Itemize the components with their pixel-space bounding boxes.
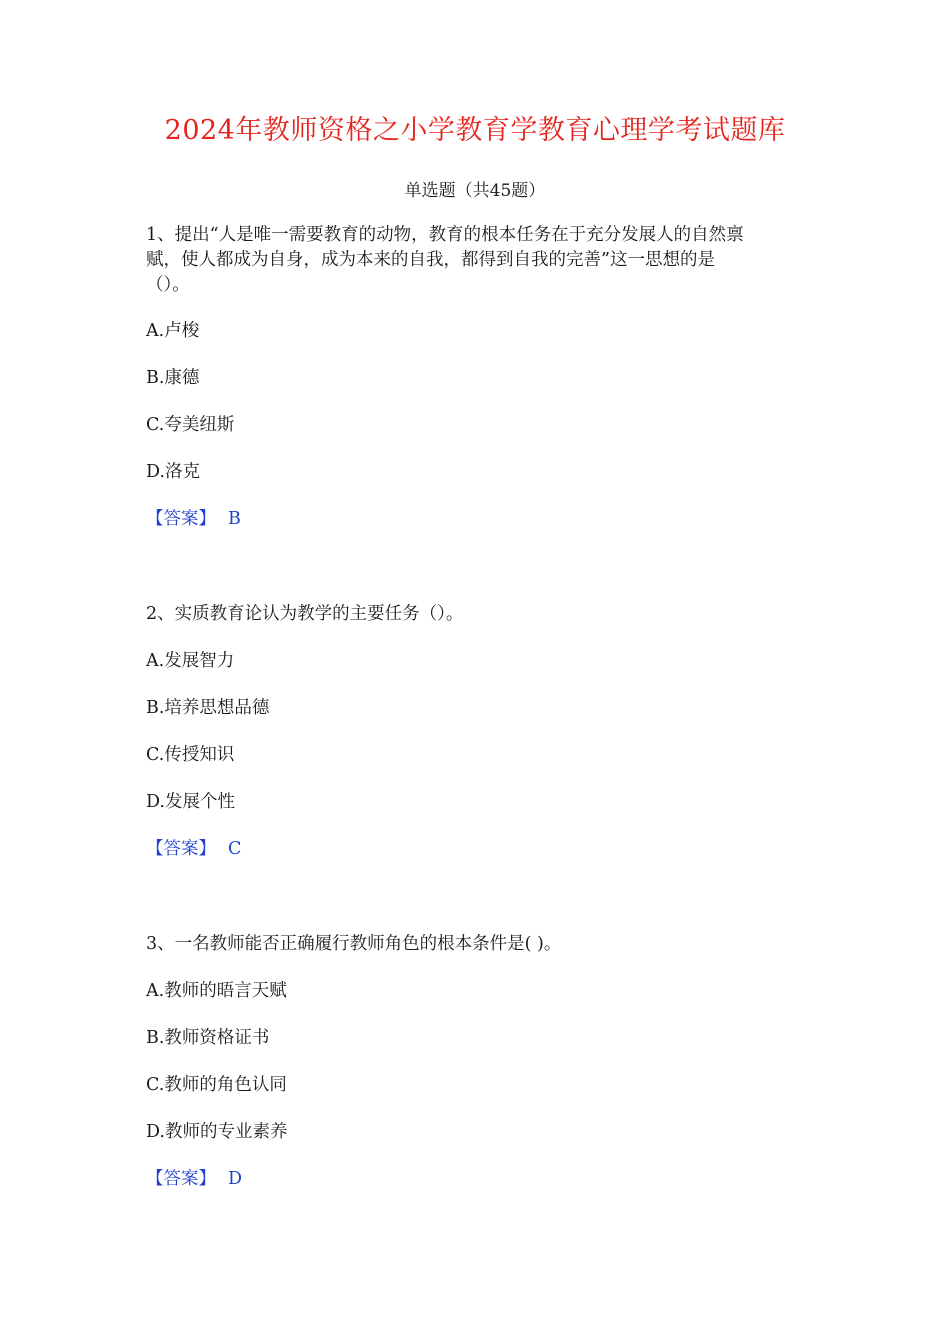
answer-value: C (228, 839, 242, 859)
answer-value: D (228, 1169, 243, 1189)
question-3-option-c: C.教师的角色认同 (146, 1075, 287, 1095)
document-title: 2024年教师资格之小学教育学教育心理学考试题库 (164, 115, 786, 146)
question-1-option-b: B.康德 (146, 368, 200, 388)
answer-label: 【答案】 (146, 839, 216, 859)
question-1-stem-line-1: 1、提出“人是唯一需要教育的动物，教育的根本任务在于充分发展人的自然禀 (146, 225, 744, 245)
question-3-option-d: D.教师的专业素养 (146, 1122, 288, 1142)
question-1-answer (146, 505, 241, 533)
question-2-stem-line-1: 2、实质教育论认为教学的主要任务（）。 (146, 604, 464, 624)
answer-value: B (228, 509, 241, 529)
question-3-option-a: A.教师的晤言天赋 (146, 981, 287, 1001)
question-1-stem-line-2: 赋，使人都成为自身，成为本来的自我，都得到自我的完善”这一思想的是 (146, 250, 715, 270)
section-heading: 单选题（共45题） (404, 181, 546, 201)
question-2-option-a: A.发展智力 (146, 651, 235, 671)
question-3-option-b: B.教师资格证书 (146, 1028, 270, 1048)
question-2-option-c: C.传授知识 (146, 745, 235, 765)
question-3-answer (146, 1165, 242, 1193)
question-2-answer (146, 835, 241, 863)
question-3-stem-line-1: 3、一名教师能否正确履行教师角色的根本条件是( )。 (146, 934, 562, 954)
answer-label: 【答案】 (146, 1169, 216, 1189)
question-1-option-a: A.卢梭 (146, 321, 200, 341)
question-2-option-d: D.发展个性 (146, 792, 235, 812)
question-1-stem-line-3: （）。 (146, 275, 190, 295)
answer-label: 【答案】 (146, 509, 216, 529)
question-1-option-c: C.夸美纽斯 (146, 415, 235, 435)
question-1-option-d: D.洛克 (146, 462, 200, 482)
question-2-option-b: B.培养思想品德 (146, 698, 270, 718)
